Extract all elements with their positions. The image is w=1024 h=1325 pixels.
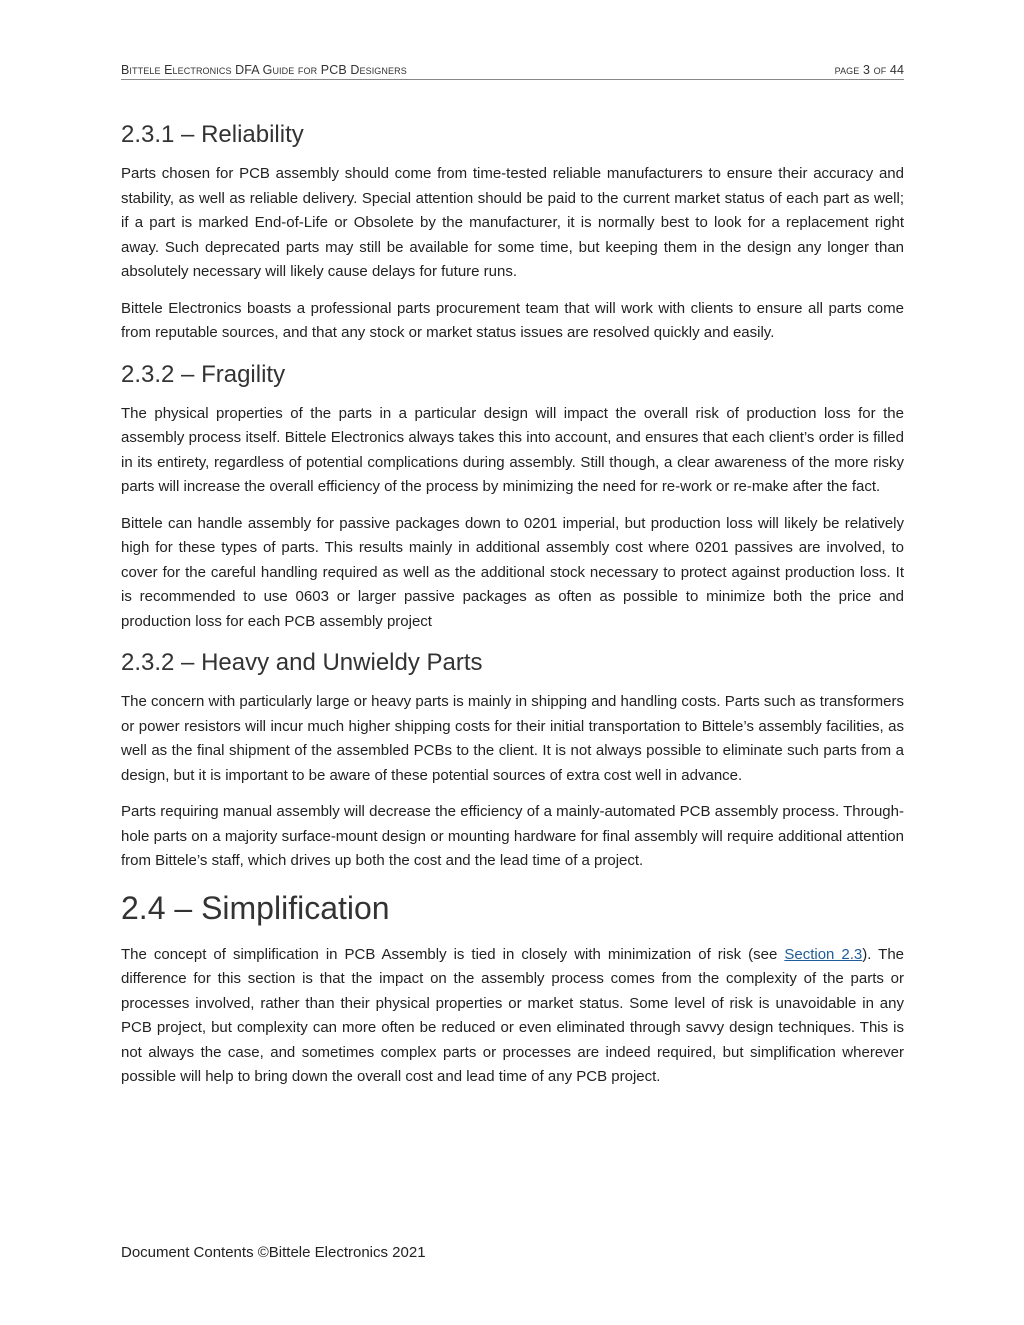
paragraph-text: The concept of simplification in PCB Assembly is tied in closely with minimization of risk (see <box>121 945 785 963</box>
document-title: Bittele Electronics DFA Guide for PCB Designers <box>121 63 407 77</box>
heading-reliability: 2.3.1 – Reliability <box>121 121 304 148</box>
heading-heavy-parts: 2.3.2 – Heavy and Unwieldy Parts <box>121 649 483 676</box>
page-label: page <box>834 63 860 77</box>
page-total: 44 <box>889 63 904 77</box>
paragraph: Bittele Electronics boasts a professional parts procurement team that will work with clients to ensure all parts come from reputable sources, and that any stock or market status issues are resolved quickly and easily. <box>121 299 904 341</box>
heading-simplification: 2.4 – Simplification <box>121 889 390 926</box>
footer-copyright: Document Contents ©Bittele Electronics 2021 <box>121 1244 426 1261</box>
paragraph: The concern with particularly large or heavy parts is mainly in shipping and handling costs. Parts such as transformers or power resistors will incur much higher shipping costs for their initial transportation to Bittele’s assembly facilities, as well as the final shipment of the assembled PCBs to the client. It is not always possible to eliminate such parts from a design, but it is important to be aware of these potential sources of extra cost well in advance. <box>121 693 904 784</box>
heading-fragility: 2.3.2 – Fragility <box>121 360 286 388</box>
paragraph: Parts chosen for PCB assembly should come from time-tested reliable manufacturers to ensure their accuracy and stability, as well as reliable delivery. Special attention should be paid to the current market status of each part as well; if a part is marked End-of-Life or Obsolete by the manufacturer, it is normally best to look for a replacement right away. Such deprecated parts may still be available for some time, but keeping them in the design any longer than absolutely necessary will likely cause delays for future runs. <box>121 165 904 280</box>
paragraph: Bittele can handle assembly for passive packages down to 0201 imperial, but production loss will likely be relatively high for these types of parts. This results mainly in additional assembly cost where 0201 passives are involved, to cover for the careful handling required as well as the additional stock necessary to protect against production loss. It is recommended to use 0603 or larger passive packages as often as possible to minimize both the price and production loss for each PCB assembly project <box>121 514 904 630</box>
paragraph: The physical properties of the parts in a particular design will impact the overall risk of production loss for the assembly process itself. Bittele Electronics always takes this into account, and ensures that each client’s order is filled in its entirety, regardless of potential complications during assembly. Still though, a clear awareness of the more risky parts will increase the overall efficiency of the process by minimizing the need for re-work or re-make after the fact. <box>121 404 904 495</box>
of-label: of <box>873 63 887 77</box>
section-2-3-link[interactable]: Section 2.3 <box>784 945 863 963</box>
paragraph: Parts requiring manual assembly will decrease the efficiency of a mainly-automated PCB assembly process. Through-hole parts on a majority surface-mount design or mounting hardware for final assembly will require additional attention from Bittele’s staff, which drives up both the cost and the lead time of a project. <box>121 803 904 869</box>
page-number: 3 <box>862 63 871 77</box>
page-content <box>121 118 904 1102</box>
running-header <box>121 62 904 80</box>
page-indicator <box>835 63 904 77</box>
paragraph-text: ). The difference for this section is that the impact on the assembly process comes from the complexity of the parts or processes involved, rather than their physical properties or market status. Some level of risk is unavoidable in any PCB project, but complexity can more often be reduced or even eliminated through savvy design techniques. This is not always the case, and sometimes complex parts or processes are indeed required, but simplification wherever possible will help to bring down the overall cost and lead time of any PCB project. <box>121 945 905 1085</box>
paragraph <box>121 943 904 1090</box>
